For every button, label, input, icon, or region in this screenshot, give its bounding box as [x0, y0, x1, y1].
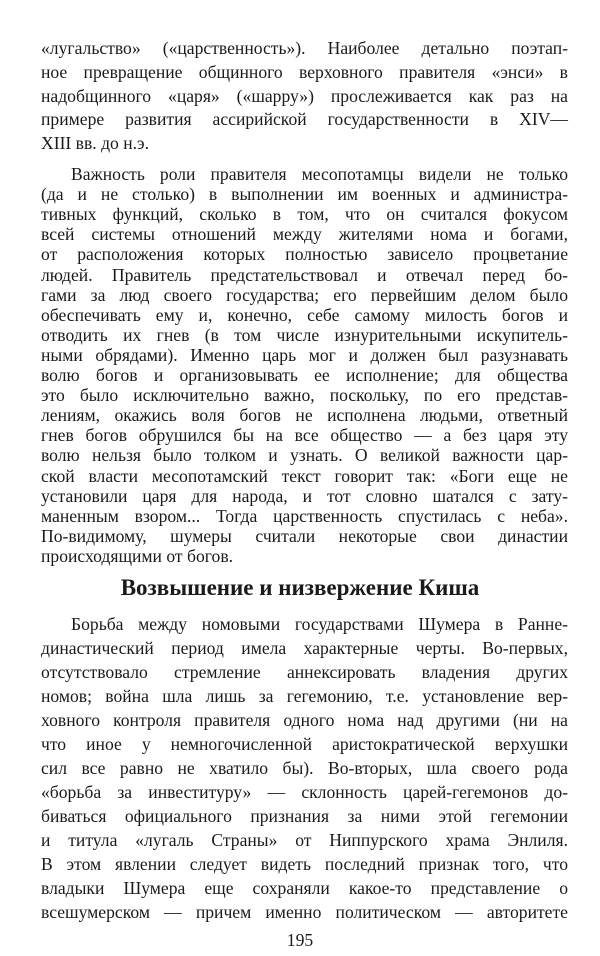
text-line: надобщинного «царя» («шарру») прослеживается как раз на — [41, 85, 568, 106]
text-line: лениям, окажись воля богов не исполнена людьми, ответный — [41, 405, 568, 426]
text-line: обеспечивать ему и, конечно, себе самому милость богов и — [41, 304, 568, 325]
text-line: примере развития ассирийской государственности в XIV— — [41, 109, 568, 130]
text-line: всей системы отношений между жителями нома и богами, — [41, 224, 568, 245]
text-line: происходящими от богов. — [41, 546, 234, 566]
text-line: всешумерском — причем именно политическом — авторитете — [41, 902, 568, 922]
section-heading: Возвышение и низвержение Киша — [120, 575, 480, 600]
text-line: (да и не столько) в выполнении им военных и администра- — [41, 184, 568, 205]
text-line: Борьба между номовыми государствами Шумера в Ранне- — [71, 614, 568, 634]
text-line: ное превращение общинного верховного правителя «энси» в — [41, 61, 568, 82]
text-line: сил все равно не хватило бы). Во-вторых, шла своего рода — [41, 758, 568, 778]
text-line: «лугальство» («царственность»). Наиболее детально поэтап- — [41, 38, 568, 58]
text-line: маненным взором... Тогда царственность спустилась с неба». — [41, 505, 568, 526]
text-line: ховного контроля правителя одного нома над другими (ни на — [41, 710, 568, 730]
text-line: это было исключительно важно, поскольку, по его представ- — [41, 385, 568, 406]
text-line: номов; война шла лишь за гегемонию, т.е. установление вер- — [41, 686, 568, 706]
text-line: волю богов и организовывать ее исполнение; для общества — [41, 365, 568, 386]
text-line: династический период имела характерные черты. Во-первых, — [41, 638, 568, 658]
text-line: отводить их гнев (в том числе изнурительными искупитель- — [41, 324, 568, 345]
text-line: «борьба за инвеституру» — склонность царей-гегемонов до- — [41, 782, 568, 802]
text-line: отсутствовало стремление аннексировать владения других — [41, 662, 568, 682]
text-line: биваться официального признания за ними этой гегемонии — [41, 806, 568, 826]
text-line: тивных функций, сколько в том, что он считался фокусом — [41, 204, 568, 225]
text-line: от расположения которых полностью зависело процветание — [41, 244, 568, 265]
text-line: Важность роли правителя месопотамцы видели не только — [71, 164, 568, 184]
text-line: установили царя для народа, и тот словно шатался с зату- — [41, 485, 568, 506]
text-line: ными обрядами). Именно царь мог и должен был разузнавать — [41, 344, 568, 365]
text-line: и титула «лугаль Страны» от Ниппурского храма Энлиля. — [41, 830, 568, 850]
text-line: гами за люд своего государства; его первейшим делом было — [41, 284, 568, 305]
text-line: владыки Шумера еще сохраняли какое-то представление о — [41, 878, 568, 898]
text-line: волю нельзя было толком и узнать. О великой важности цар- — [41, 445, 568, 466]
text-line: По-видимому, шумеры считали некоторые свои династии — [41, 525, 568, 546]
text-line: гнев богов обрушился бы на все общество — а без царя эту — [41, 425, 568, 446]
text-line: ской власти месопотамский текст говорит так: «Боги еще не — [41, 465, 568, 486]
page-number: 195 — [286, 930, 314, 950]
text-line: XIII вв. до н.э. — [41, 133, 150, 154]
text-line: В этом явлении следует видеть последний признак того, что — [41, 854, 568, 874]
text-line: людей. Правитель предстательствовал и отвечал перед бо- — [41, 264, 568, 285]
text-line: что иное у немногочисленной аристократической верхушки — [41, 734, 568, 754]
